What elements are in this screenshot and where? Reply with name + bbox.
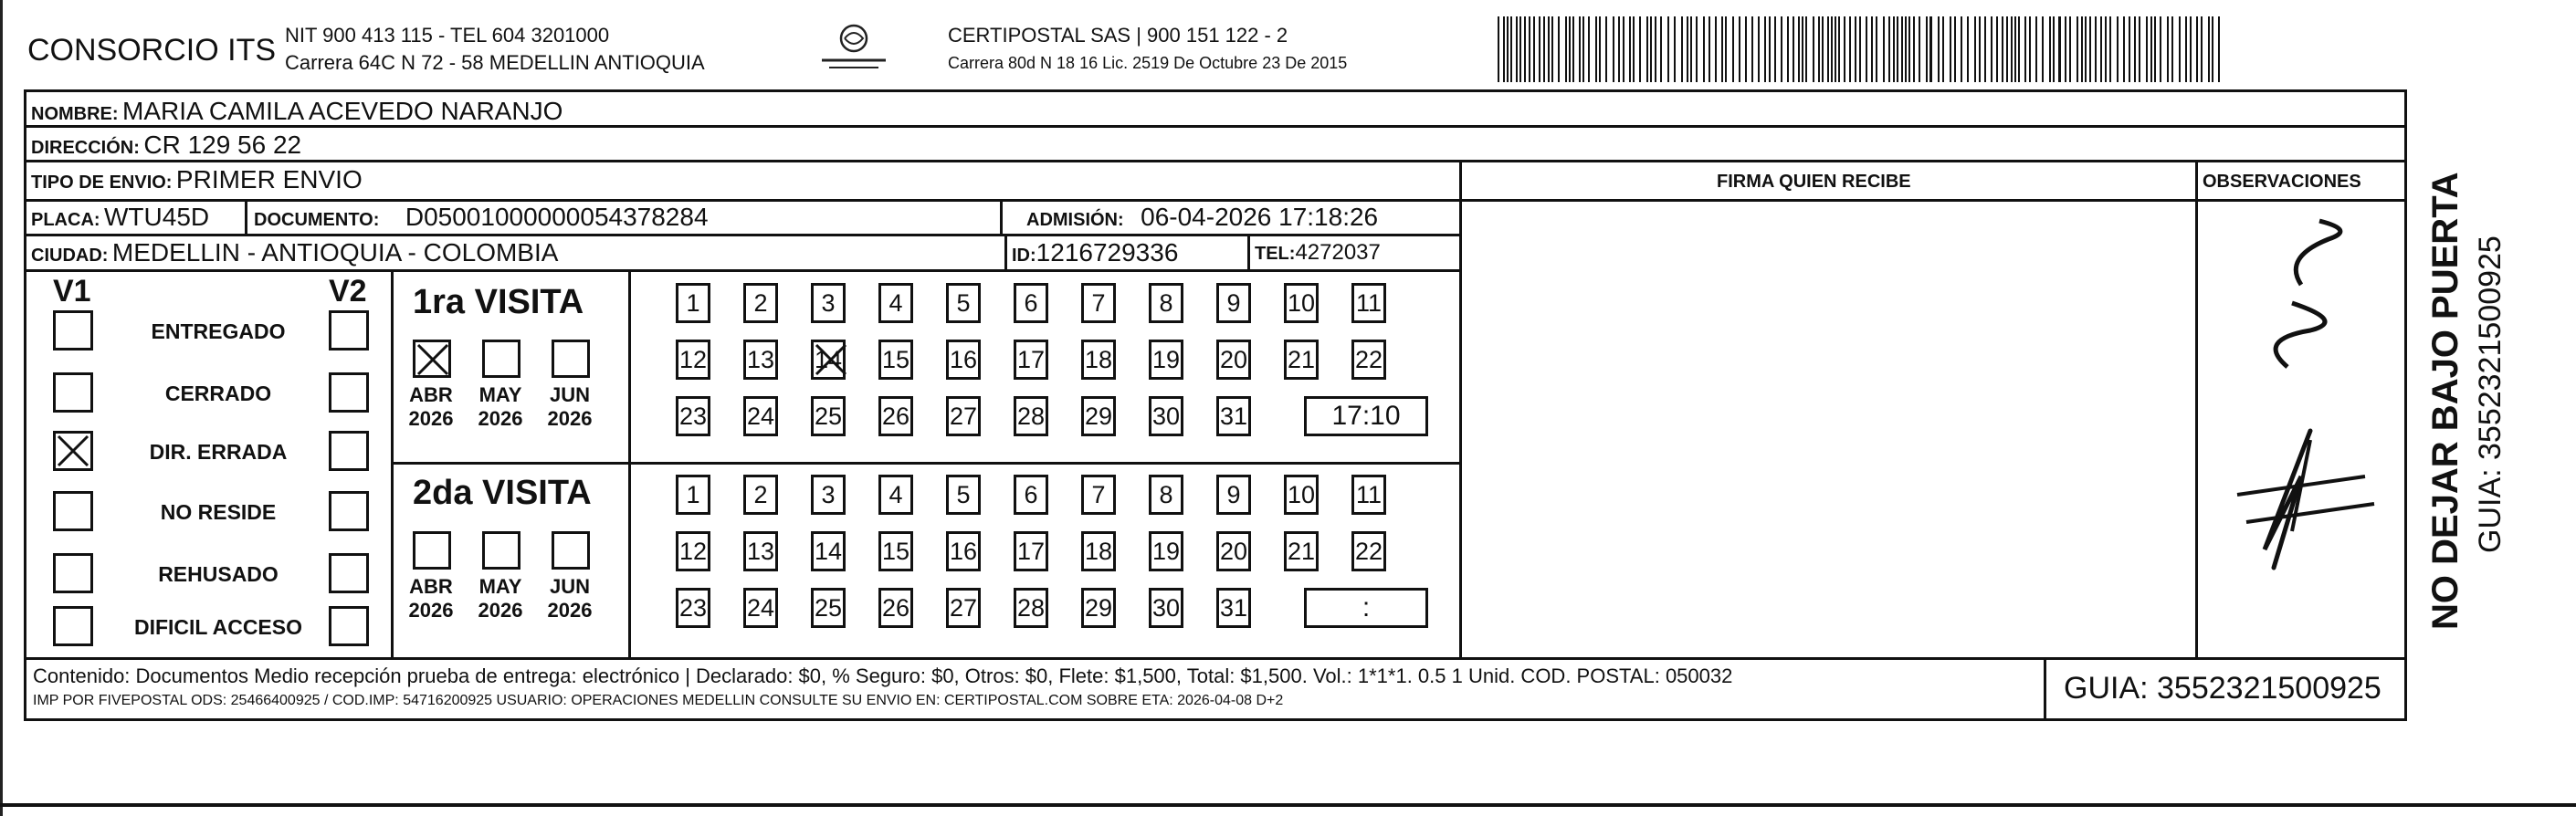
day-box[interactable]: 23: [676, 588, 710, 628]
documento-label: DOCUMENTO: D05001000000054378284: [254, 203, 709, 231]
day-box[interactable]: 10: [1284, 475, 1319, 515]
month-label: JUN 2026: [547, 383, 593, 431]
day-box[interactable]: 10: [1284, 283, 1319, 323]
day-box[interactable]: 14: [811, 340, 846, 380]
v2-checkbox[interactable]: [329, 431, 369, 471]
side-warning: NO DEJAR BAJO PUERTA: [2425, 172, 2466, 630]
company-address: Carrera 64C N 72 - 58 MEDELLIN ANTIOQUIA: [285, 51, 705, 74]
day-box[interactable]: 1: [676, 475, 710, 515]
direccion-value: CR 129 56 22: [143, 131, 302, 159]
day-box[interactable]: 2: [743, 475, 778, 515]
certipostal-address: Carrera 80d N 18 16 Lic. 2519 De Octubre 23 De 2015: [948, 54, 1348, 72]
day-box[interactable]: 3: [811, 475, 846, 515]
admision-label: ADMISIÓN: 06-04-2026 17:18:26: [1026, 203, 1379, 231]
status-label: CERRADO: [164, 382, 272, 405]
month-checkbox[interactable]: [413, 531, 451, 570]
v2-checkbox[interactable]: [329, 310, 369, 350]
v1-checkbox[interactable]: [53, 491, 93, 531]
month-label: JUN 2026: [547, 575, 593, 622]
footer-line-1: Contenido: Documentos Medio recepción prueba de entrega: electrónico | Declarado: $0, % Seguro: $0, Otros: $0, Flete: $1,500, Total: $1,500. Vol.: 1*1*1. 0.5 1 Unid. COD. POSTAL: 050032: [33, 664, 1733, 687]
day-box[interactable]: 6: [1014, 475, 1048, 515]
v1-label: V1: [53, 274, 91, 309]
day-box[interactable]: 2: [743, 283, 778, 323]
day-box[interactable]: 29: [1081, 588, 1116, 628]
v1-checkbox[interactable]: [53, 606, 93, 646]
day-box[interactable]: 18: [1081, 531, 1116, 571]
day-box[interactable]: 18: [1081, 340, 1116, 380]
day-box[interactable]: 8: [1149, 475, 1183, 515]
month-checkbox[interactable]: [482, 340, 520, 378]
v1-checkbox[interactable]: [53, 310, 93, 350]
tipo-value: PRIMER ENVIO: [175, 165, 363, 194]
footer-guia: GUIA: 3552321500925: [2064, 671, 2381, 706]
certipostal-title: CERTIPOSTAL SAS | 900 151 122 - 2: [948, 24, 1288, 47]
day-box[interactable]: 12: [676, 531, 710, 571]
second-visit-title: 2da VISITA: [413, 474, 592, 512]
certipostal-logo: [804, 20, 904, 77]
day-box[interactable]: 31: [1216, 396, 1251, 436]
ciudad-label: CIUDAD: MEDELLIN - ANTIOQUIA - COLOMBIA: [31, 238, 559, 267]
placa-value: WTU45D: [104, 203, 210, 231]
day-box[interactable]: 17: [1014, 531, 1048, 571]
month-label: ABR 2026: [408, 575, 454, 622]
day-box[interactable]: 8: [1149, 283, 1183, 323]
day-box[interactable]: 26: [878, 588, 913, 628]
id-value: 1216729336: [1036, 238, 1179, 267]
day-box[interactable]: 30: [1149, 588, 1183, 628]
day-box[interactable]: 24: [743, 396, 778, 436]
left-edge-mark: [0, 0, 3, 816]
day-box[interactable]: 7: [1081, 475, 1116, 515]
day-box[interactable]: 9: [1216, 475, 1251, 515]
month-label: MAY 2026: [478, 383, 523, 431]
day-box[interactable]: 22: [1351, 531, 1386, 571]
barcode: [1498, 16, 2228, 82]
shipment-form: [24, 89, 2407, 721]
documento-value: D05001000000054378284: [405, 203, 709, 231]
day-box[interactable]: 19: [1149, 531, 1183, 571]
time-box[interactable]: 17:10: [1304, 396, 1428, 436]
month-checkbox[interactable]: [552, 531, 590, 570]
day-box[interactable]: 26: [878, 396, 913, 436]
status-label: DIFICIL ACCESO: [133, 615, 302, 639]
day-box[interactable]: 11: [1351, 475, 1386, 515]
month-checkbox[interactable]: [413, 340, 451, 378]
admision-value: 06-04-2026 17:18:26: [1141, 203, 1379, 231]
tel-value: 4272037: [1295, 240, 1381, 265]
day-box[interactable]: 1: [676, 283, 710, 323]
footer-line-2: IMP POR FIVEPOSTAL ODS: 25466400925 / COD.IMP: 54716200925 USUARIO: OPERACIONES MEDELLIN CONSULTE SU ENVIO EN: CERTIPOSTAL.COM SOBRE ETA: 2026-04-08 D+2: [33, 693, 1284, 708]
v2-label: V2: [329, 274, 367, 309]
v2-checkbox[interactable]: [329, 606, 369, 646]
day-box[interactable]: 20: [1216, 340, 1251, 380]
day-box[interactable]: 21: [1284, 340, 1319, 380]
firma-label: FIRMA QUIEN RECIBE: [1717, 172, 1911, 192]
day-box[interactable]: 13: [743, 531, 778, 571]
status-label: ENTREGADO: [151, 319, 286, 343]
day-box[interactable]: 3: [811, 283, 846, 323]
bottom-rule: [0, 803, 2576, 807]
day-box[interactable]: 13: [743, 340, 778, 380]
nombre-label: NOMBRE: MARIA CAMILA ACEVEDO NARANJO: [31, 97, 563, 125]
day-box[interactable]: 23: [676, 396, 710, 436]
day-box[interactable]: 17: [1014, 340, 1048, 380]
nombre-value: MARIA CAMILA ACEVEDO NARANJO: [122, 97, 563, 125]
direccion-label: DIRECCIÓN: CR 129 56 22: [31, 131, 302, 159]
day-box[interactable]: 27: [946, 396, 981, 436]
day-box[interactable]: 15: [878, 340, 913, 380]
day-box[interactable]: 28: [1014, 396, 1048, 436]
day-box[interactable]: 25: [811, 396, 846, 436]
month-label: MAY 2026: [478, 575, 523, 622]
month-label: ABR 2026: [408, 383, 454, 431]
v2-checkbox[interactable]: [329, 553, 369, 593]
observaciones-label: OBSERVACIONES: [2203, 172, 2361, 192]
day-box[interactable]: 31: [1216, 588, 1251, 628]
company-nit: NIT 900 413 115 - TEL 604 3201000: [285, 24, 610, 47]
first-visit-title: 1ra VISITA: [413, 283, 584, 321]
day-box[interactable]: 11: [1351, 283, 1386, 323]
day-box[interactable]: 7: [1081, 283, 1116, 323]
day-box[interactable]: 20: [1216, 531, 1251, 571]
day-box[interactable]: 16: [946, 531, 981, 571]
v2-checkbox[interactable]: [329, 372, 369, 413]
v1-checkbox[interactable]: [53, 431, 93, 471]
day-box[interactable]: 4: [878, 475, 913, 515]
day-box[interactable]: 24: [743, 588, 778, 628]
day-box[interactable]: 9: [1216, 283, 1251, 323]
day-box[interactable]: 5: [946, 475, 981, 515]
day-box[interactable]: 15: [878, 531, 913, 571]
day-box[interactable]: 21: [1284, 531, 1319, 571]
status-label: NO RESIDE: [160, 500, 277, 524]
day-box[interactable]: 27: [946, 588, 981, 628]
v1-checkbox[interactable]: [53, 372, 93, 413]
id-label: ID:1216729336: [1012, 238, 1179, 267]
day-box[interactable]: 29: [1081, 396, 1116, 436]
day-box[interactable]: 16: [946, 340, 981, 380]
day-box[interactable]: 25: [811, 588, 846, 628]
tipo-label: TIPO DE ENVIO: PRIMER ENVIO: [31, 165, 363, 194]
side-guia: GUIA: 3552321500925: [2473, 235, 2508, 553]
month-checkbox[interactable]: [482, 531, 520, 570]
placa-label: PLACA: WTU45D: [31, 203, 210, 231]
day-box[interactable]: 19: [1149, 340, 1183, 380]
ciudad-value: MEDELLIN - ANTIOQUIA - COLOMBIA: [111, 238, 559, 267]
day-box[interactable]: 22: [1351, 340, 1386, 380]
day-box[interactable]: 5: [946, 283, 981, 323]
day-box[interactable]: 12: [676, 340, 710, 380]
day-box[interactable]: 4: [878, 283, 913, 323]
day-box[interactable]: 28: [1014, 588, 1048, 628]
status-label: REHUSADO: [158, 562, 279, 586]
v2-checkbox[interactable]: [329, 491, 369, 531]
status-label: DIR. ERRADA: [149, 440, 288, 464]
month-checkbox[interactable]: [552, 340, 590, 378]
v1-checkbox[interactable]: [53, 553, 93, 593]
handwritten-observation: [2201, 203, 2402, 655]
time-box[interactable]: :: [1304, 588, 1428, 628]
company-name: CONSORCIO ITS: [27, 33, 277, 68]
day-box[interactable]: 6: [1014, 283, 1048, 323]
tel-label: TEL:4272037: [1255, 240, 1381, 265]
day-box[interactable]: 14: [811, 531, 846, 571]
day-box[interactable]: 30: [1149, 396, 1183, 436]
